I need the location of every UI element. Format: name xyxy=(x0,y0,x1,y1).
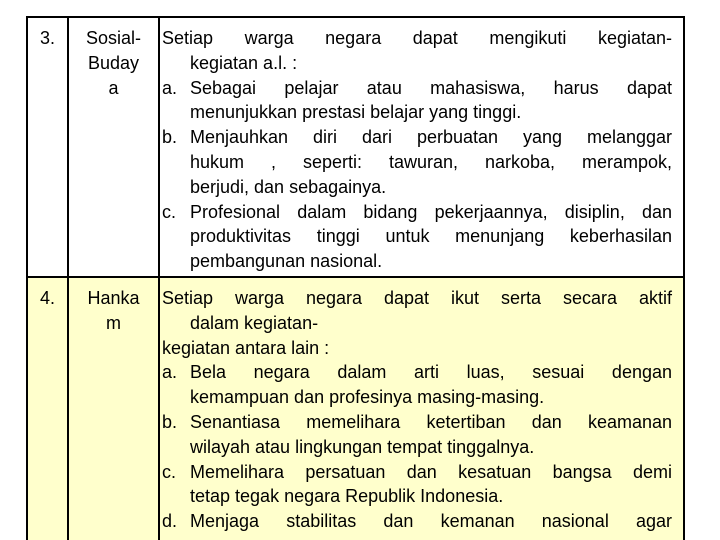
table-row xyxy=(28,276,683,540)
heading-line: Sosial- xyxy=(85,28,142,48)
list-text: Memelihara persatuan dan kesatuan bangsa demi xyxy=(190,461,672,482)
row-body xyxy=(162,26,672,274)
row-number: 4. xyxy=(39,288,55,308)
list-marker: b. xyxy=(162,411,178,432)
list-item xyxy=(162,125,672,150)
list-text: Profesional dalam bidang pekerjaannya, disiplin, dan xyxy=(190,201,672,222)
content-table xyxy=(26,16,685,540)
list-marker: c. xyxy=(162,461,177,482)
intro-line: kegiatan antara lain : xyxy=(162,337,330,358)
list-item xyxy=(162,509,672,534)
list-text: pembangunan nasional. xyxy=(190,251,383,272)
row-heading xyxy=(69,26,158,100)
list-text: tetap tegak negara Republik Indonesia. xyxy=(190,486,504,507)
list-text: Senantiasa memelihara ketertiban dan keamanan xyxy=(190,411,672,432)
intro-line: kegiatan a.l. : xyxy=(190,52,298,73)
list-text: Menjauhkan diri dari perbuatan yang melanggar xyxy=(190,127,672,148)
list-text: wilayah atau lingkungan tempat tinggalnya. xyxy=(190,436,535,457)
heading-line: m xyxy=(106,312,121,333)
heading-line: a xyxy=(108,77,119,98)
list-marker: c. xyxy=(162,201,177,222)
list-item xyxy=(162,360,672,385)
row-heading xyxy=(69,286,158,336)
row-number: 3. xyxy=(39,28,55,48)
list-item xyxy=(162,200,672,225)
list-text: kemampuan dan profesinya masing-masing. xyxy=(190,387,545,408)
list-text: produktivitas tinggi untuk menunjang keberhasilan xyxy=(190,226,672,247)
list-item xyxy=(162,410,672,435)
list-text: berjudi, dan sebagainya. xyxy=(190,176,387,197)
intro-line: Setiap warga negara dapat mengikuti kegiatan- xyxy=(162,28,672,48)
intro-line: Setiap warga negara dapat ikut serta secara aktif xyxy=(162,288,672,308)
list-marker: b. xyxy=(162,127,178,148)
row-body xyxy=(162,286,672,534)
column-divider xyxy=(158,18,160,276)
list-text: menunjukkan prestasi belajar yang tinggi. xyxy=(190,102,522,123)
list-text: Sebagai pelajar atau mahasiswa, harus dapat xyxy=(190,77,672,98)
heading-line: Buday xyxy=(87,52,140,73)
table-row xyxy=(28,18,683,276)
column-divider xyxy=(158,278,160,540)
list-text: Menjaga stabilitas dan kemanan nasional agar xyxy=(190,511,672,532)
list-marker: a. xyxy=(162,77,178,98)
list-text: Bela negara dalam arti luas, sesuai dengan xyxy=(190,362,672,383)
list-marker: a. xyxy=(162,362,178,383)
list-item xyxy=(162,460,672,485)
list-item xyxy=(162,76,672,101)
heading-line: Hanka xyxy=(87,288,140,308)
list-marker: d. xyxy=(162,511,178,532)
list-text: hukum , seperti: tawuran, narkoba, merampok, xyxy=(190,151,672,172)
intro-line: dalam kegiatan- xyxy=(190,312,319,333)
